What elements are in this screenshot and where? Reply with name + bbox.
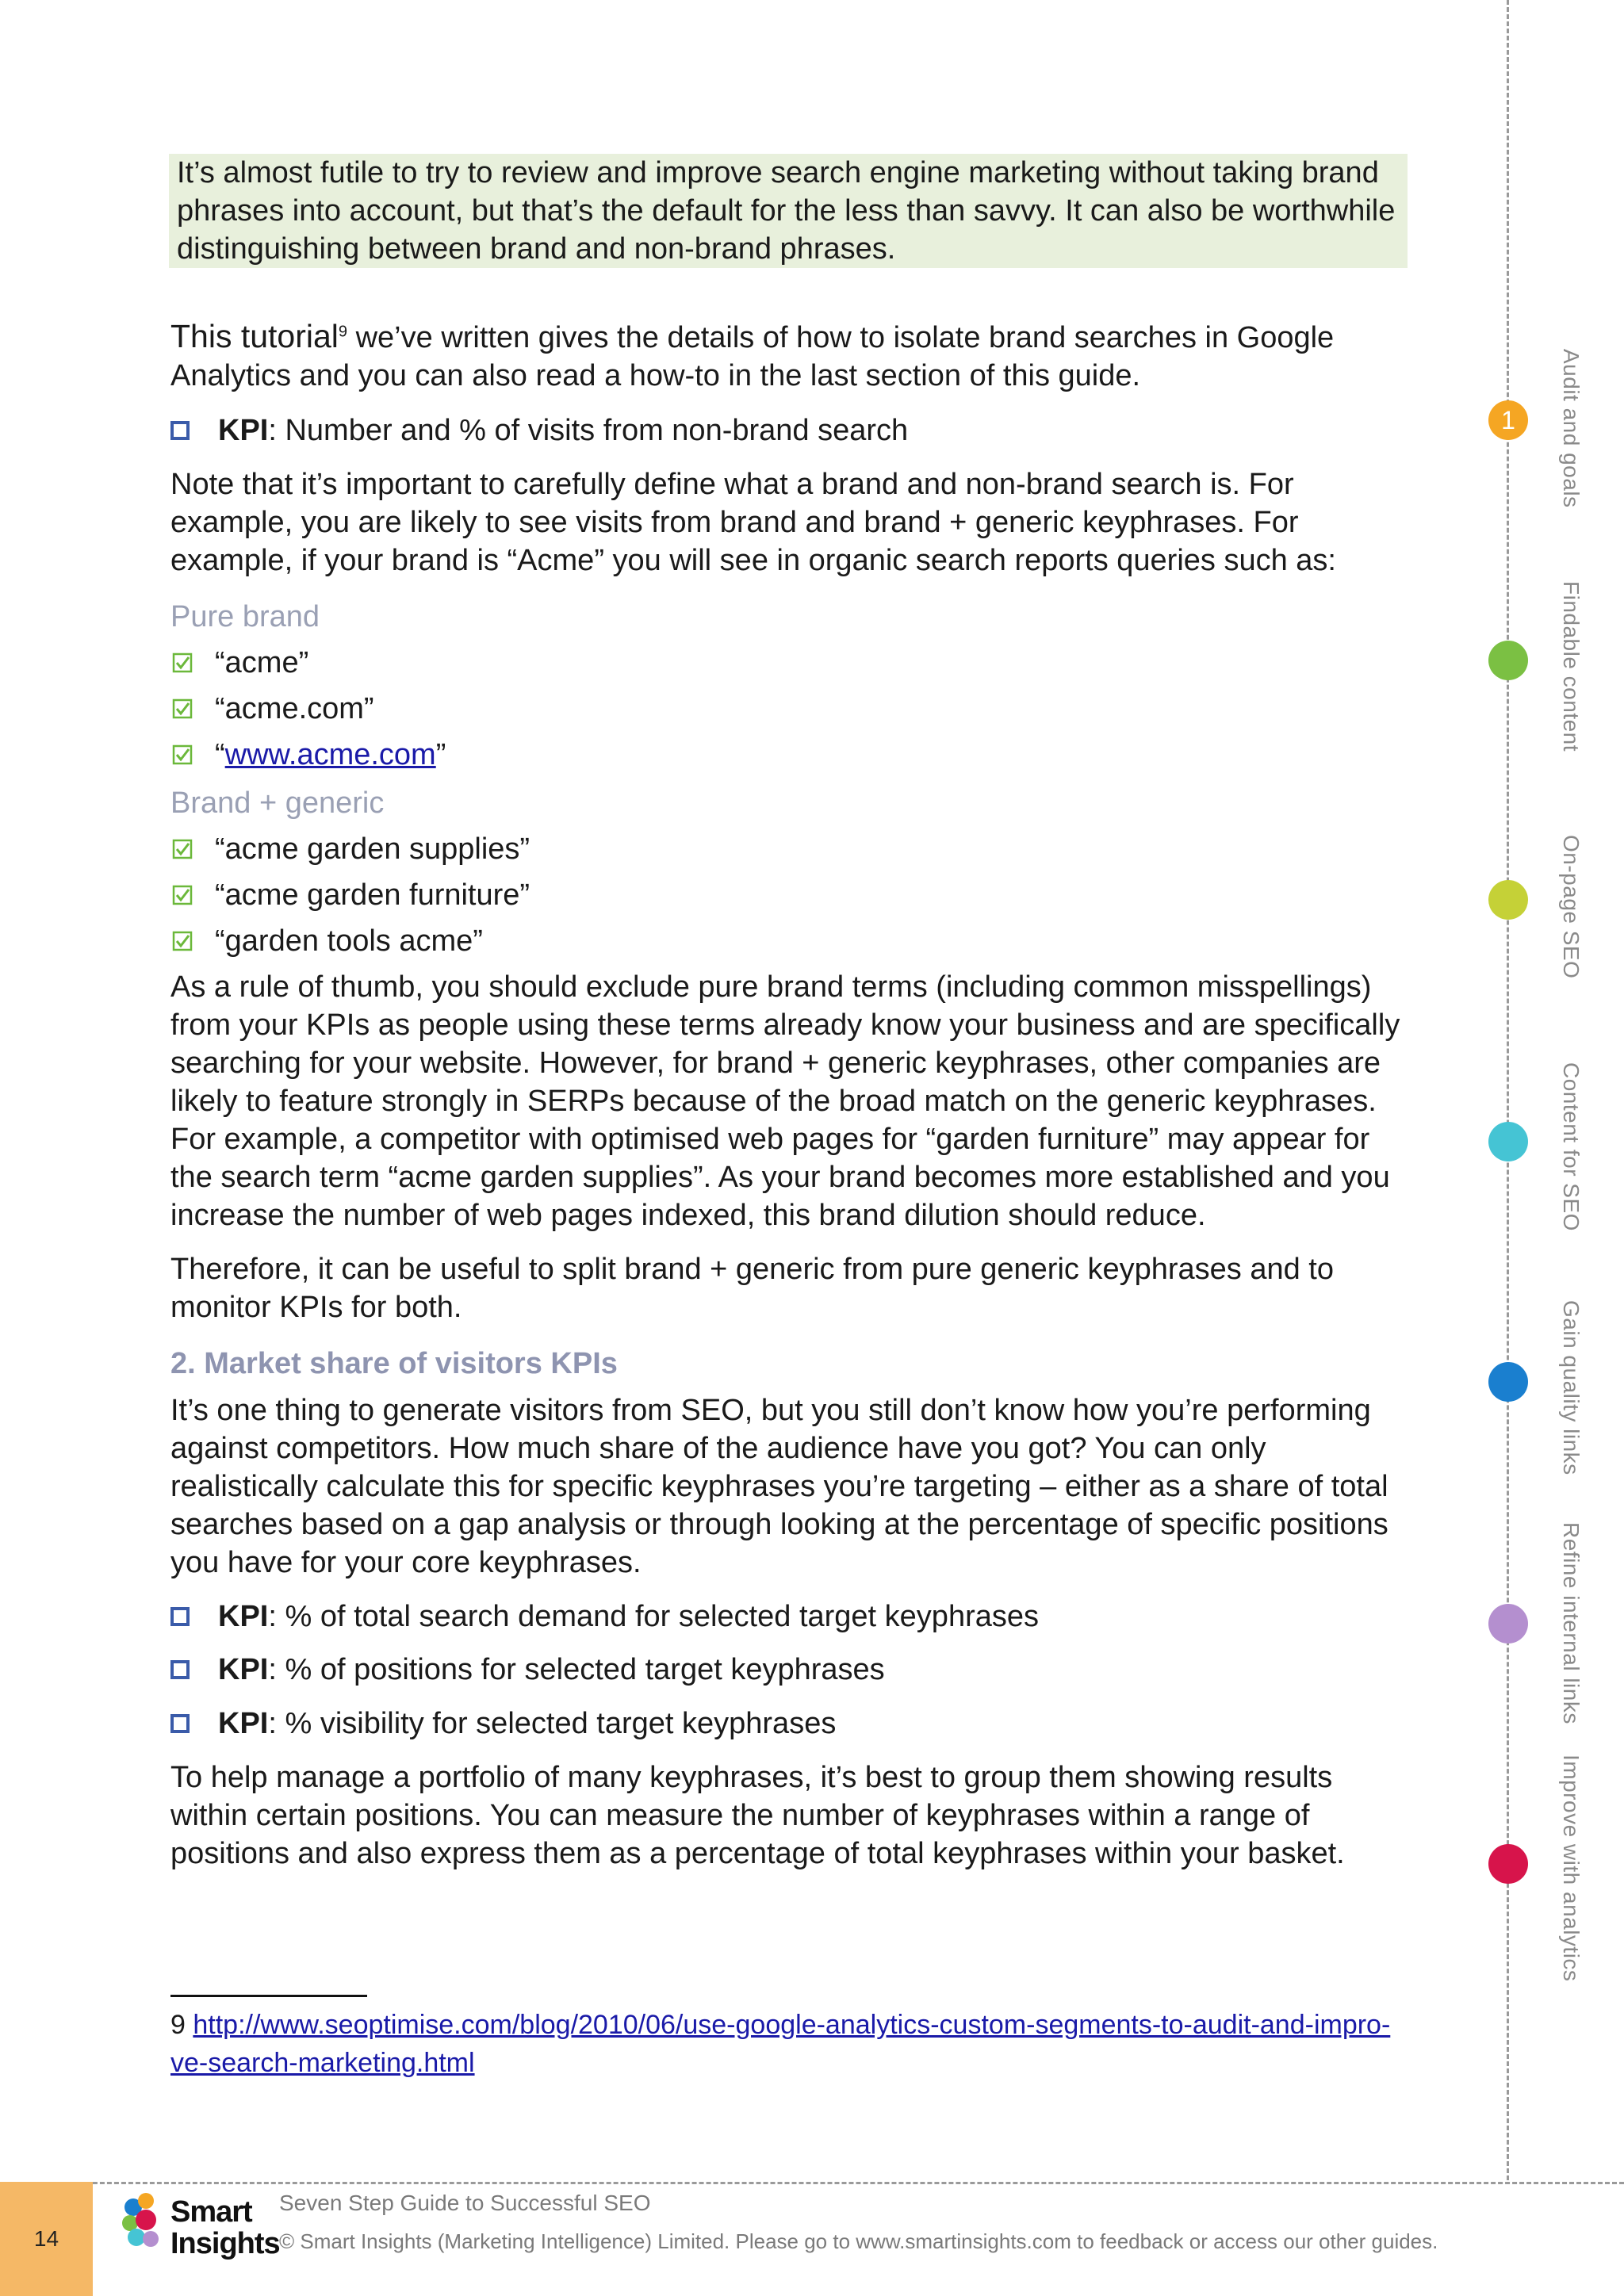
checkbox-checked-icon [172,744,193,765]
checkbox-checked-icon [172,652,193,673]
rule-line: For example, a competitor with optimised web pages for “garden furniture” may appear for [170,1123,1370,1156]
rule-line: increase the number of web pages indexed, this brand dilution should reduce. [170,1199,1206,1232]
checkbox-square-icon [170,421,190,440]
list-item-text: “acme.com” [215,692,374,725]
step-label-findable[interactable]: Findable content [1559,581,1584,752]
callout-line-2: phrases into account, but that’s the default for the less than savvy. It can also be worthwhile [177,194,1396,228]
list-item [170,922,483,960]
step-label-analytics[interactable]: Improve with analytics [1559,1755,1584,1982]
section2-line: It’s one thing to generate visitors from SEO, but you still don’t know how you’re performing [170,1394,1371,1427]
list-item-text: “garden tools acme” [215,924,483,958]
intro-lead: This tutorial [170,318,339,354]
section2-line: searches based on a gap analysis or through looking at the percentage of specific positions [170,1508,1388,1541]
checkbox-checked-icon [172,839,193,859]
footnote-url-line-2[interactable]: ve-search-marketing.html [170,2048,475,2078]
checkbox-square-icon [170,1607,190,1626]
step-dot-analytics[interactable] [1488,1844,1528,1884]
step-dot-onpage[interactable] [1488,880,1528,920]
note-line-3: example, if your brand is “Acme” you will see in organic search reports queries such as: [170,544,1336,577]
list-item [170,830,530,868]
kpi-item [170,1651,885,1689]
quote-open: “ [215,738,225,771]
quote-close: ” [435,738,446,771]
footnote [170,2006,1408,2082]
section2-paragraph [170,1391,1408,1582]
acme-link[interactable]: www.acme.com [224,738,436,771]
checkbox-checked-icon [172,698,193,719]
step-dot-links[interactable] [1488,1362,1528,1402]
kpi-text: : Number and % of visits from non-brand search [268,414,909,447]
portfolio-line: positions and also express them as a percentage of total keyphrases within your basket. [170,1837,1345,1870]
kpi-label: KPI [218,1600,269,1633]
step-dot-content[interactable] [1488,1122,1528,1161]
footer-divider [0,2182,1624,2184]
kpi-text: : % of positions for selected target keyphrases [268,1653,885,1686]
note-paragraph [170,465,1408,580]
step-label-links[interactable]: Gain quality links [1559,1300,1584,1475]
list-item-text: “acme garden furniture” [215,878,530,912]
intro-line-2: Analytics and you can also read a how-to in the last section of this guide. [170,359,1141,392]
note-line-2: example, you are likely to see visits from brand and brand + generic keyphrases. For [170,506,1299,539]
list-item [170,736,446,774]
footnote-number: 9 [170,2010,186,2040]
logo-wordmark [170,2196,280,2260]
portfolio-line: within certain positions. You can measure the number of keyphrases within a range of [170,1799,1310,1832]
rule-line: likely to feature strongly in SERPs because of the broad match on the generic keyphrases. [170,1085,1377,1118]
step-label-onpage[interactable]: On-page SEO [1559,835,1584,979]
list-item [170,644,308,682]
footnote-divider [170,1995,367,1997]
brand-generic-heading: Brand + generic [170,786,385,820]
rule-paragraph [170,968,1408,1234]
step-label-internal[interactable]: Refine internal links [1559,1522,1584,1724]
step-dot-findable[interactable] [1488,641,1528,680]
checkbox-checked-icon [172,885,193,905]
kpi-label: KPI [218,1707,269,1740]
section-heading: 2. Market share of visitors KPIs [170,1347,618,1380]
section2-line: you have for your core keyphrases. [170,1546,642,1579]
therefore-line-1: Therefore, it can be useful to split brand + generic from pure generic keyphrases and to [170,1253,1334,1286]
logo-line-2: Insights [170,2227,280,2260]
kpi-item [170,411,908,450]
section2-line: realistically calculate this for specific keyphrases you’re targeting – either as a share of total [170,1470,1388,1503]
rule-line: the search term “acme garden supplies”. As your brand becomes more established and you [170,1161,1390,1194]
page-number: 14 [0,2182,93,2296]
step-label-content[interactable]: Content for SEO [1559,1062,1584,1231]
portfolio-paragraph [170,1758,1408,1873]
footnote-ref[interactable]: 9 [338,323,348,341]
list-item-text: “acme garden supplies” [215,832,530,866]
list-item-text: “acme” [215,646,309,679]
checkbox-square-icon [170,1714,190,1733]
kpi-label: KPI [218,414,269,447]
checkbox-checked-icon [172,931,193,951]
portfolio-line: To help manage a portfolio of many keyphrases, it’s best to group them showing results [170,1761,1333,1794]
therefore-paragraph [170,1250,1408,1326]
checkbox-square-icon [170,1660,190,1679]
callout-line-3: distinguishing between brand and non-brand phrases. [177,232,896,266]
kpi-item [170,1705,836,1743]
pure-brand-heading: Pure brand [170,600,320,633]
rule-line: As a rule of thumb, you should exclude pure brand terms (including common misspellings) [170,970,1372,1004]
kpi-label: KPI [218,1653,269,1686]
kpi-item [170,1598,1039,1636]
intro-rest: we’ve written gives the details of how to isolate brand searches in Google [347,321,1335,354]
callout-line-1: It’s almost futile to try to review and improve search engine marketing without taking brand [177,156,1379,189]
callout-box [169,154,1408,268]
kpi-text: : % visibility for selected target keyphrases [268,1707,837,1740]
section2-line: against competitors. How much share of the audience have you got? You can only [170,1432,1266,1465]
rule-line: from your KPIs as people using these terms already know your business and are specifically [170,1008,1400,1042]
note-line-1: Note that it’s important to carefully define what a brand and non-brand search is. For [170,468,1294,501]
step-number: 1 [1501,405,1515,434]
step-dot-audit[interactable] [1488,400,1528,440]
footer-title: Seven Step Guide to Successful SEO [279,2191,651,2215]
step-label-audit[interactable]: Audit and goals [1559,349,1584,508]
step-dot-internal[interactable] [1488,1604,1528,1644]
logo-line-1: Smart [170,2195,252,2229]
footnote-url-line-1[interactable]: http://www.seoptimise.com/blog/2010/06/use-google-analytics-custom-segments-to-audit-and-impro- [193,2010,1391,2040]
therefore-line-2: monitor KPIs for both. [170,1291,462,1324]
rule-line: searching for your website. However, for brand + generic keyphrases, other companies are [170,1047,1381,1080]
list-item [170,690,374,728]
kpi-text: : % of total search demand for selected target keyphrases [268,1600,1039,1633]
footer-copyright: © Smart Insights (Marketing Intelligence) Limited. Please go to www.smartinsights.com to feedback or access our other guides. [279,2229,1438,2253]
list-item [170,876,530,914]
intro-paragraph [170,317,1408,395]
